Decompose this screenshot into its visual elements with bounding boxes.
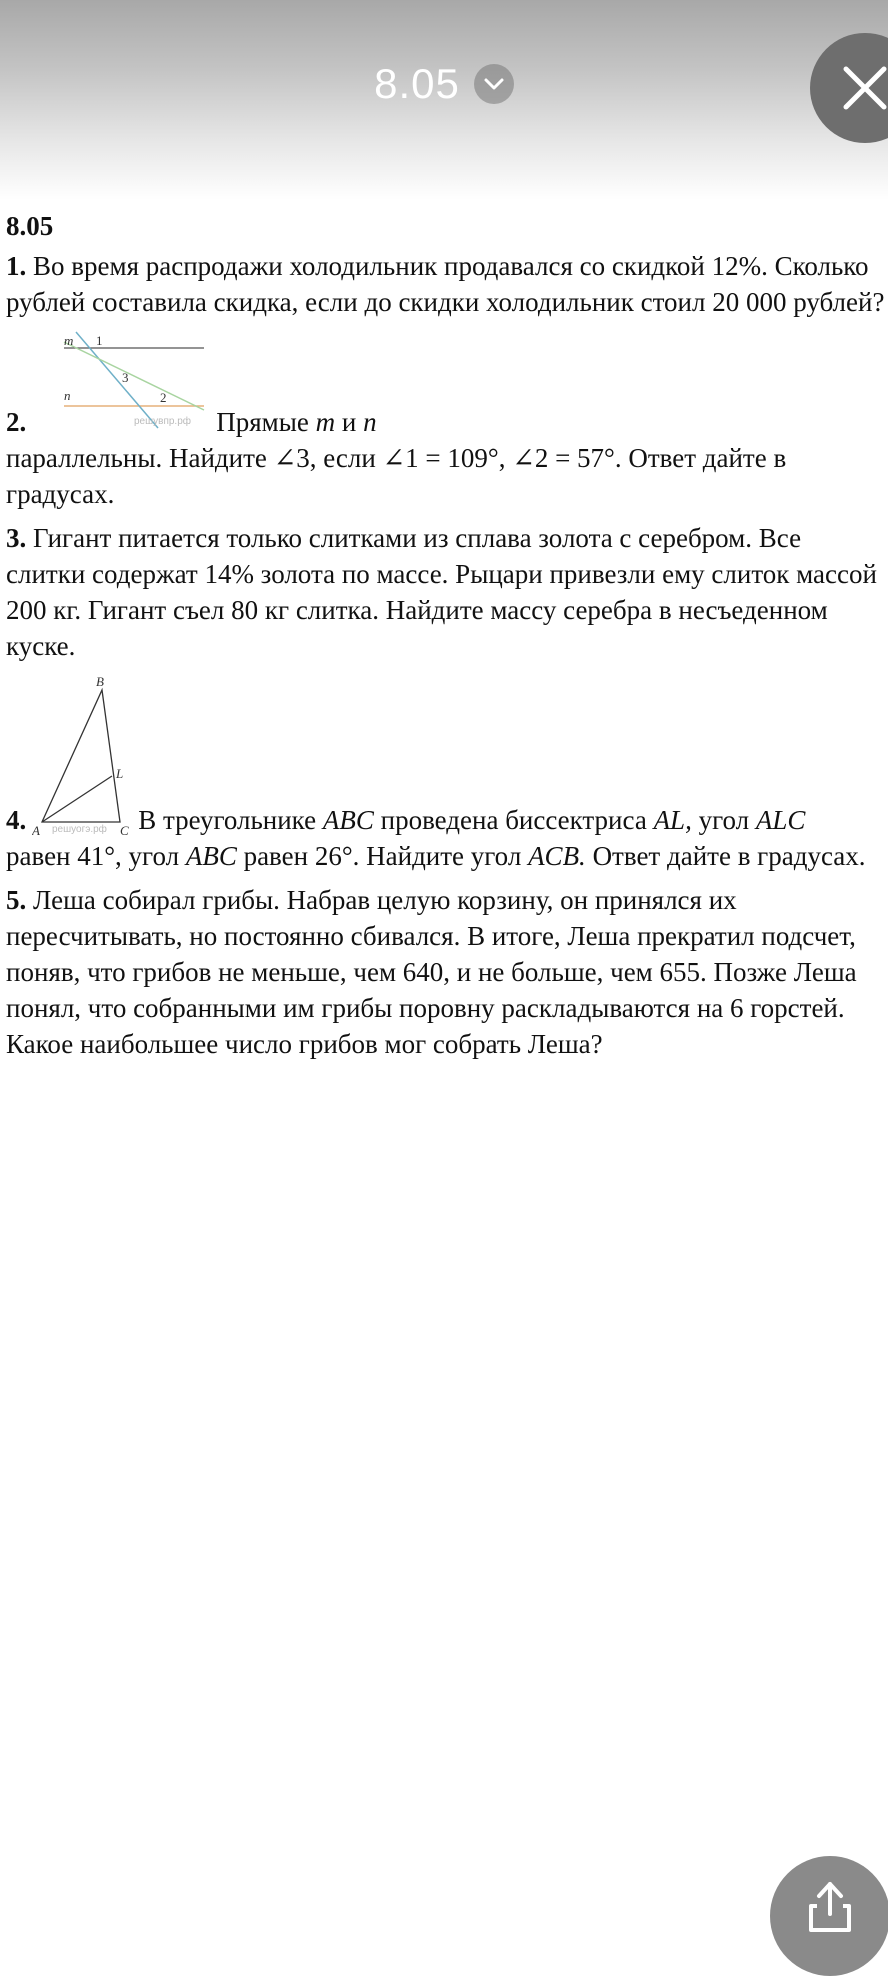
task-number: 3.	[6, 523, 27, 553]
label-a: A	[32, 823, 41, 838]
task-text-rest: равен 41°, угол ABC равен 26°. Найдите угол ACB. Ответ дайте в градусах.	[6, 841, 866, 871]
share-button[interactable]	[770, 1856, 888, 1976]
task-text-rest: параллельны. Найдите ∠3, если ∠1 = 109°, ∠2 = 57°. Ответ дайте в градусах.	[6, 443, 787, 509]
task-text-first: Прямые m и n	[216, 407, 377, 437]
task-2	[6, 328, 886, 512]
document-title[interactable]: 8.05	[374, 60, 460, 107]
task-number: 4.	[6, 805, 27, 835]
figure-watermark: решуогэ.рф	[52, 824, 108, 835]
task-1	[6, 248, 886, 320]
close-icon	[840, 63, 888, 113]
label-c: C	[120, 823, 129, 838]
figure-watermark: решувпр.рф	[134, 416, 192, 427]
label-b: B	[96, 674, 105, 689]
task-number: 1.	[6, 251, 27, 281]
label-angle-3: 3	[122, 370, 129, 385]
triangle-figure	[32, 672, 132, 838]
task-text: Во время распродажи холодильник продавался со скидкой 12%. Сколько рублей составила скидка, если до скидки холодильник стоил 20 000 рублей?	[6, 251, 885, 317]
task-5	[6, 882, 886, 1062]
share-icon	[805, 1878, 855, 1934]
task-text: Гигант питается только слитками из сплава золота с серебром. Все слитки содержат 14% золота по массе. Рыцари привезли ему слиток массой 200 кг. Гигант съел 80 кг слитка. Найдите массу серебра в несъеденном куске.	[6, 523, 877, 661]
parallel-lines-figure	[34, 328, 210, 440]
label-m: m	[64, 333, 74, 348]
chevron-down-icon[interactable]	[474, 64, 514, 104]
label-l: L	[116, 766, 124, 781]
task-text: Леша собирал грибы. Набрав целую корзину, он принялся их пересчитывать, но постоянно сбивался. В итоге, Леша прекратил подсчет, поняв, что грибов не меньше, чем 640, и не больше, чем 655. Позже Леша понял, что собранными им грибы поровну раскладываются на 6 горстей. Какое наибольшее число грибов мог собрать Леша?	[6, 885, 857, 1059]
task-number: 5.	[6, 885, 27, 915]
label-n: n	[64, 388, 71, 403]
document-content	[6, 208, 886, 1070]
document-heading: 8.05	[6, 211, 54, 241]
title-group[interactable]	[0, 60, 888, 108]
task-text-first: В треугольнике ABC проведена биссектриса AL, угол ALC	[138, 805, 806, 835]
label-angle-2: 2	[160, 390, 167, 405]
task-4	[6, 672, 886, 874]
task-number: 2.	[6, 407, 27, 437]
label-angle-1: 1	[96, 333, 103, 348]
task-3	[6, 520, 886, 664]
